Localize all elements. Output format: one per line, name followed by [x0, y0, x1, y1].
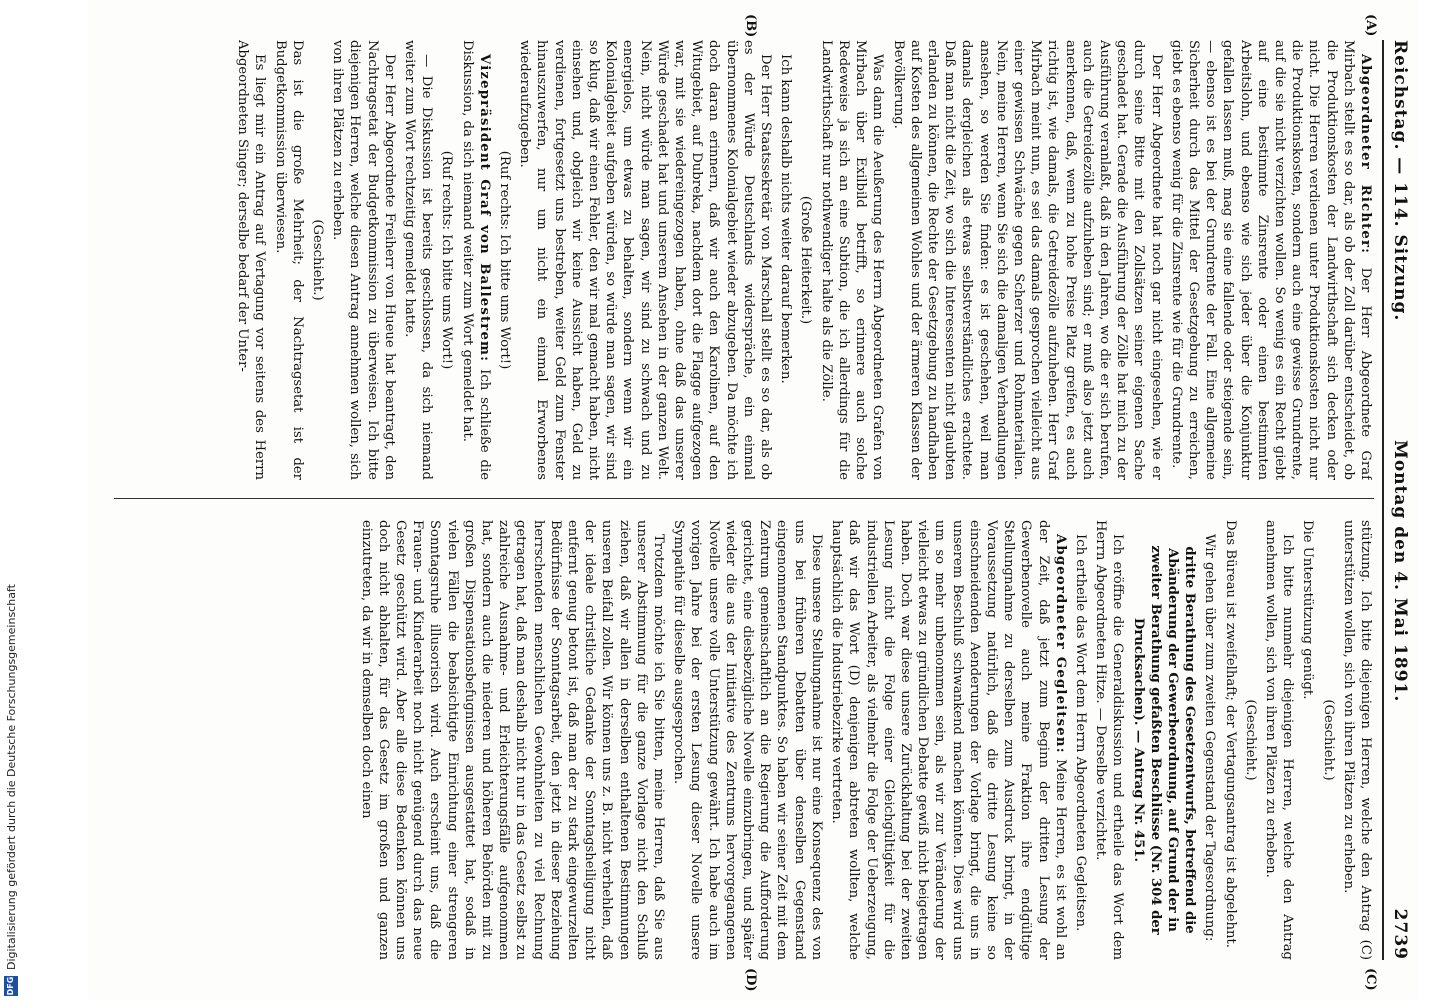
paragraph — [1221, 520, 1238, 960]
paragraph — [1340, 520, 1374, 960]
paragraph — [1092, 520, 1126, 960]
left-text-column — [104, 40, 1374, 480]
paragraph — [777, 40, 794, 480]
paragraph — [1299, 520, 1316, 960]
paragraph-text: (Geschieht.) — [1320, 699, 1336, 781]
paragraph-text: Das ist die große Mehrheit; der Nachtragsetat ist der Budgetkommission überwiesen. — [272, 40, 305, 480]
footer-credit — [1, 0, 25, 1000]
paragraph — [1129, 520, 1198, 960]
paragraph — [797, 40, 814, 480]
scanned-page — [88, 0, 1418, 1000]
page-number: 2739 — [1390, 908, 1410, 960]
paragraph — [1262, 520, 1296, 960]
dfg-logo: DFG — [4, 976, 18, 996]
paragraph — [271, 40, 305, 480]
paragraph-text: Was dann die Aeußerung des Herrn Abgeordneten Grafen von Mirbach über Exilbild betrifft, so erinnere auch solche Redeweise ja sich an eine Subtion, die ich allerdings für die Landwirthschaft nur nothwendiger halte als die Zölle. — [818, 40, 886, 480]
paragraph-text: Der Herr Abgeordnete Freiherr von Hueue hat beantragt, den Nachtragsetat der Budgetkommission zu überweisen. Ich bitte diejenigen Herren, welche diesen Antrag annehmen wollen, sich von ihren Plätzen zu erheben. — [330, 40, 397, 480]
margin-mark-d: (D) — [743, 968, 758, 992]
paragraph — [1168, 40, 1374, 480]
paragraph-text: Der Herr Staatssekretär von Marschall stellt es so dar, als ob es der Würde Deutschlands widerspräche, ein einmal übernommenes Kolonialgebiet wieder abzugeben. Da möchte ich doch daran erinnern, daß wir auch den Karolinen, auf den Witugebiet, auf Dubreka, nachdem dort die Flagge aufgezogen war, mit sie wiedereingezogen haben, ohne daß das unserer Würde geschadet hat und unserem Ansehen in der ganzen Welt. Nein, nicht würde man sagen, wir sind zu schwach und zu energielos, um etwas zu behalten, sondern wenn wir ein Kolonialgebiet aufgeben würden, so würde man sagen, wir sind so klug, daß wir einen Fehler, den wir mal gemacht haben, nicht einsehen und, obgleich wir keine Aussicht haben, Geld zu verdienen, fortgesetzt uns bestreben, weiter Geld zum Fenster hinauszuwerfen, nur um nicht ein einmal Erworbenes wiederaufzugeben. — [517, 40, 774, 480]
paragraph — [458, 40, 492, 480]
paragraph — [670, 520, 825, 960]
margin-mark-c: (C) — [1363, 968, 1378, 991]
paragraph-text: Ich ertheile das Wort dem Herrn Abgeordneten Gegleitsen. — [1072, 534, 1088, 932]
paragraph — [309, 40, 326, 480]
paragraph — [357, 520, 667, 960]
paragraph-text: Trotzdem möchte ich Sie bitten, meine Herren, daß Sie aus unserer Abstimmung für die ganze Vorlage nicht den Schluß ziehen, daß wir allen in derselben enthaltenen Bestimmungen unseren Beifall zollen. Wir können uns z. B. nicht verhehlen, daß der ideale christliche Gedanke der Sonntagsheiligung nicht entfernt genug betont ist, daß man der zu stark eingewurzelten Bedürfnisse der Sonntagsarbeit, den jetzt in dieser Beziehung herrschenden menschlichen Gewohnheiten zu viel Rechnung getragen hat, daß man deshalb nicht nur in das Gesetz selbst zu zahlreiche Ausnahme- und Erleichterungsfälle aufgenommen hat, sondern auch die niederen und höheren Behörden mit zu großen Dispensationsbefugnissen ausgestattet hat, sodaß in vielen Fällen die beabsichtigte Einrichtung einer strengeren Sonntagsruhe illusorisch wird. Auch erscheint uns, daß die Frauen- und Kinderarbeit noch nicht genügend durch das neue Gesetz geschützt wird. Aber alle diese Bedenken können uns doch nicht abhalten, für das Gesetz im großen und ganzen einzutreten, da wir in demselben doch einen — [358, 520, 667, 960]
margin-mark-b: (B) — [743, 14, 758, 38]
paragraph-text: Es liegt mir ein Antrag auf Vertagung vor seitens des Herrn Abgeordneten Singer; derselbe bedarf der Unter- — [235, 40, 268, 480]
paragraph-text: Der Herr Abgeordnete hat noch gar nicht eingesehen, wie er durch seine Bitte mit den Zollsätzen seiner eigenen Sache geschadet hat. Gerade die Ausführung der Zölle hat mich zu der Ausführung veranlaßt, daß in den Jahren, wo die er sich berufen, auch die Getreidezölle aufzuheben sind; er muß also jetzt auch anerkennen, daß, wenn zu hohe Preise Platz greifen, es auch richtig ist, wie damals, die Getreidezölle aufzuheben. Herr Graf Mirbach meint nun, es sei das damals gesprochen vielleicht aus einer gewissen Schwäche gegen Scherzer und Rohmaterialien. Nein, meine Herren, wenn Sie sich die damaligen Verhandlungen ansehen, so werden Sie finden: es ist geschehen, weil man damals dergleichen als etwas selbstverständliches erachtete. Daß man nicht die Zeit, wo sich die Interessenten nicht glaubten erlanden zu können, die Rechte der Gesetzgebung zu handhaben auf Kosten des allgemeinen Wohles und der ärmeren Klassen der Bevölkerung. — [890, 40, 1164, 480]
page-header — [1382, 40, 1410, 960]
paragraph — [401, 40, 435, 480]
paragraph-text: Die Unterstützung genügt. — [1300, 520, 1316, 700]
paragraph-text: Ich kann deshalb nichts weiter darauf bemerken. — [778, 54, 794, 384]
paragraph-text: dritte Berathung des Gesetzentwurfs, betreffend die Abänderung der Gewerbeordnung, auf Grund der in zweiter Berathung gefaßten Beschlüsse (Nr. 304 der Drucksachen). — Antrag Nr. 451. — [1130, 545, 1198, 935]
paragraph-text: Meine Herren, es ist wohl an der Zeit, daß jetzt zum Beginn der dritten Lesung der Gewerbenovelle auch meine Fraktion ihre endgültige Stellungnahme zu derselben zum Ausdruck bringt, in der Voraussetzung natürlich, daß die dritte Lesung keine so einschneidenden Aenderungen der Vorlage bringt, die uns in unserem Beschluß schwankend machen könnten. Dies wird uns um so mehr unbenommen sein, als wir zur Veränderung der vielleicht etwas zu gründlichen Debatte gewiß nicht beigetragen haben. Doch war diese unsere Zurückhaltung bei der zweiten Lesung nicht die Folge einer Gleichgültigkeit für die industriellen Arbeiter, als vielmehr die Folge der Ueberzeugung, daß wir das Wort (D) denjenigen abtreten wollten, welche hauptsächlich die Industriebezirke vertreten. — [829, 520, 1068, 960]
paragraph-text: (Ruf rechts: Ich bitte ums Wort!) — [439, 150, 455, 370]
paragraph — [1072, 520, 1089, 960]
paragraph-text: Diese unsere Stellungnahme ist nur eine Konsequenz des von uns bei früheren Debatten über denselben Gegenstand eingenommenen Standpunktes. So haben wir seiner Zeit mit dem Zentrum gemeinschaftlich an die Regierung die Aufforderung gerichtet, eine diesbezügliche Novelle einzubringen, und später wieder die aus der Initiative des Zentrums hervorgegangenen Novelle unsere volle Unterstützung gewährt. Ich habe auch im vorigen Jahre bei der ersten Lesung dieser Novelle unsere Sympathie für dieselbe ausgesprochen. — [671, 520, 824, 960]
header-session: Reichstag. — 114. Sitzung. — [1390, 40, 1410, 322]
header-rule — [1382, 40, 1384, 960]
right-text-column — [104, 520, 1374, 960]
paragraph — [516, 40, 774, 480]
paragraph-text: (Ruf rechts: Ich bitte ums Wort!) — [497, 150, 513, 370]
paragraph — [1319, 520, 1336, 960]
speaker-name: Abgeordneter Gegleitsen: — [1052, 534, 1068, 754]
paragraph — [818, 40, 887, 480]
speaker-name: Abgeordneter Richter: — [1358, 54, 1373, 255]
paragraph — [828, 520, 1069, 960]
paragraph — [438, 40, 455, 480]
paragraph-text: Ich eröffne die Generaldiskussion und ertheile das Wort dem Herrn Abgeordneten Hitze. — Derselbe verzichtet. — [1093, 520, 1126, 960]
paragraph — [889, 40, 1164, 480]
paragraph-text: Der Herr Abgeordnete Graf Mirbach stellt es so dar, als ob der Zoll darüber entscheidet, ob die Produktionskosten der Landwirthschaft sich decken oder nicht. Die Herren verdienen unter Produktionskosten nicht nur die Produktionskosten, sondern auch eine gewisse Grundrente, auf die sie nicht verzichten wollen. So wenig es ein Recht giebt auf eine bestimmte Zinsrente oder einen bestimmten Arbeitslohn, und ebenso wie sich jeder über die Konjunktur gefallen lassen muß, mag sie eine fallende oder steigende sein, — ebenso ist es bei der Grundrente der Fall. Eine allgemeine Sicherheit durch das Mittel der Gesetzgebung zu erreichen, giebt es ebenso wenig für die Zinsrente wie für die Grundrente. — [1168, 40, 1373, 480]
paragraph-text: Wir gehen über zum zweiten Gegenstand der Tagesordnung: — [1202, 534, 1218, 942]
paragraph-text: Ich schließe die Diskussion, da sich niemand weiter zum Wort gemeldet hat. — [459, 40, 492, 480]
paragraph — [1201, 520, 1218, 960]
paragraph-text: (Große Heiterkeit.) — [798, 195, 814, 325]
footer-text: Digitalisierung gefördert durch die Deutsche Forschungsgemeinschaft — [5, 584, 18, 970]
paragraph-text: (Geschieht.) — [310, 219, 326, 301]
paragraph — [234, 40, 268, 480]
paragraph-text: Das Büreau ist zweifelhaft; der Vertagungsantrag ist abgelehnt. — [1222, 520, 1238, 948]
paragraph — [329, 40, 398, 480]
margin-mark-a: (A) — [1363, 14, 1378, 37]
paragraph-text: (Geschieht.) — [1242, 699, 1258, 781]
header-date: Montag den 4. Mai 1891. — [1390, 440, 1410, 703]
speaker-name: Vizepräsident Graf von Ballestrem: — [476, 54, 492, 363]
paragraph — [1242, 520, 1259, 960]
paragraph-text: Ich bitte nunmehr diejenigen Herren, welche den Antrag annehmen wollen, sich von ihren Plätzen zu erheben. — [1262, 520, 1296, 960]
column-divider — [114, 498, 1374, 499]
paragraph-text: stützung. Ich bitte diejenigen Herren, welche den Antrag (C) unterstützen wollen, sich von ihren Plätzen zu erheben. — [1340, 520, 1373, 960]
paragraph — [496, 40, 513, 480]
paragraph-text: — Die Diskussion ist bereits geschlossen, da sich niemand weiter zum Wort rechtzeitig gemeldet hatte. — [402, 40, 435, 480]
